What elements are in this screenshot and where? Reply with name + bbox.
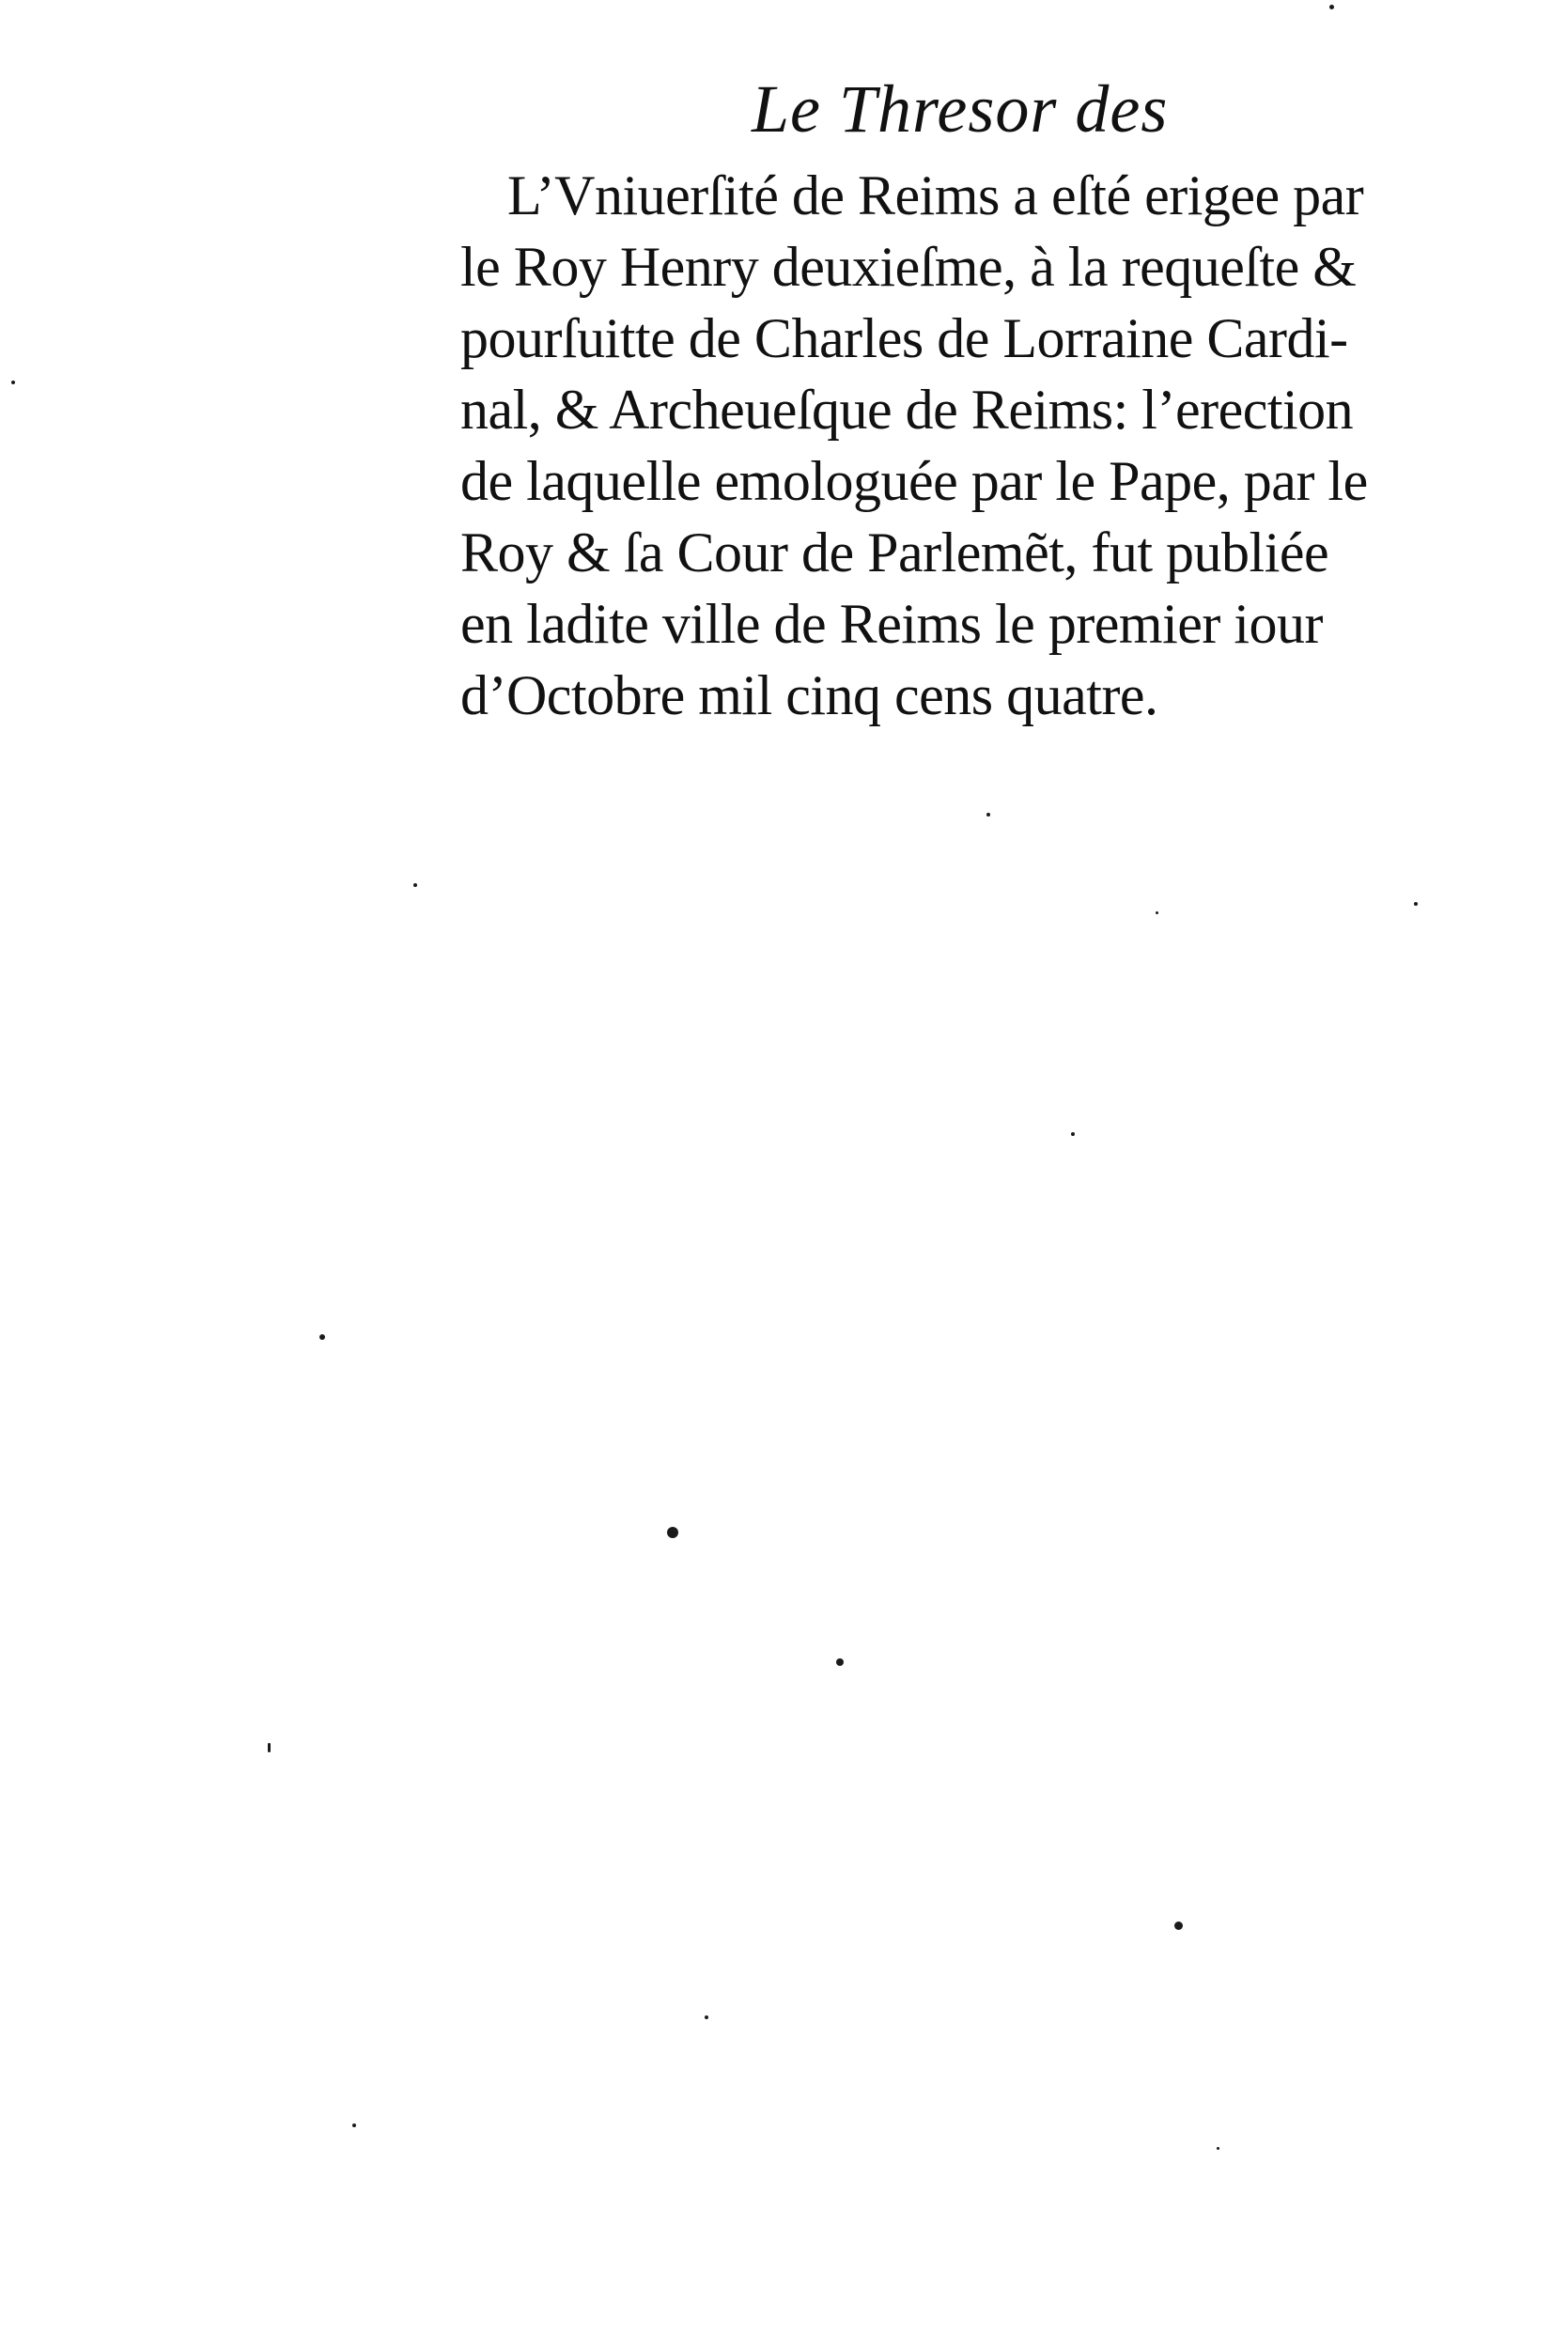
ink-speck <box>1329 5 1334 9</box>
paragraph-line: pourſuitte de Charles de Lorraine Cardi- <box>460 307 1348 369</box>
paragraph-line: L’Vniuerſité de Reims a eſté erigee par <box>507 164 1364 226</box>
ink-speck <box>986 813 990 817</box>
paragraph-line: d’Octobre mil cinq cens quatre. <box>460 664 1158 726</box>
ink-speck <box>319 1334 325 1340</box>
ink-speck <box>352 2123 356 2127</box>
running-head: Le Thresor des <box>752 71 1169 147</box>
paragraph-line: en ladite ville de Reims le premier iour <box>460 593 1324 655</box>
ink-speck <box>705 2015 708 2019</box>
ink-speck <box>11 381 15 384</box>
ink-speck <box>1071 1132 1075 1136</box>
ink-speck <box>1414 902 1418 906</box>
ink-speck <box>1174 1921 1183 1930</box>
paragraph-line: nal, & Archeueſque de Reims: l’erection <box>460 379 1354 441</box>
ink-speck <box>1156 911 1158 914</box>
paragraph-line: le Roy Henry deuxieſme, à la requeſte & <box>460 236 1357 298</box>
paragraph-line: de laquelle emologuée par le Pape, par le <box>460 450 1368 512</box>
paragraph <box>460 160 1475 731</box>
ink-speck <box>667 1527 678 1538</box>
ink-speck <box>1217 2147 1219 2150</box>
paragraph-line: Roy & ſa Cour de Parlemẽt, fut publiée <box>460 521 1329 583</box>
ink-speck <box>268 1743 271 1752</box>
ink-speck <box>413 883 417 887</box>
ink-speck <box>836 1658 844 1666</box>
